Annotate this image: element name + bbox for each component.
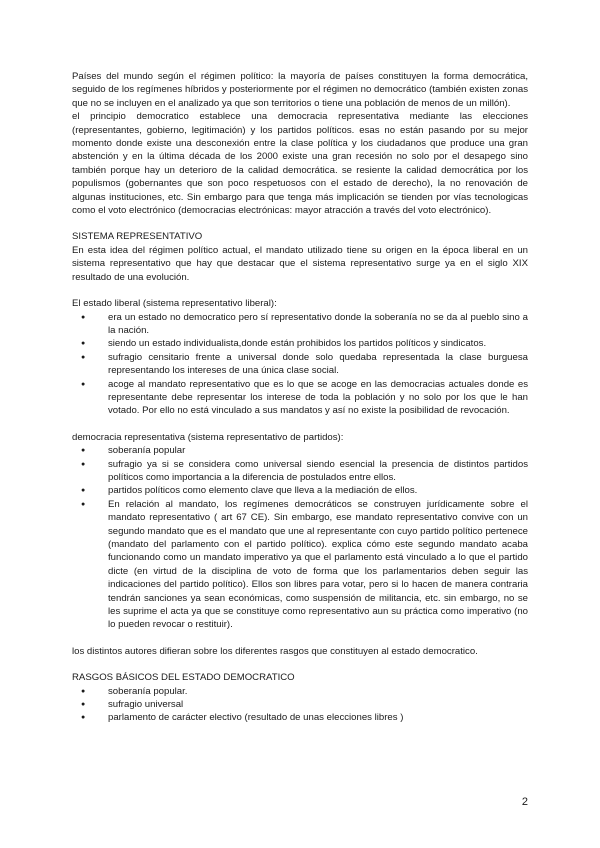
list-item: ● siendo un estado individualista,donde están prohibidos los partidos políticos y sindicatos.: [81, 337, 528, 350]
section-heading-sistema: SISTEMA REPRESENTATIVO: [72, 231, 203, 243]
rasgos-list: [72, 685, 528, 725]
list-item: ● partidos políticos como elemento clave que lleva a la mediación de ellos.: [81, 484, 528, 497]
page-number: 2: [521, 796, 528, 808]
list-item: ● acoge al mandato representativo que es lo que se acoge en las democracias actuales donde es representante debe representar los interese de toda la población y no solo por los que le han votado. Por ello no está vinculado a sus mandatos y así no existe la posibilidad de revocación.: [81, 378, 528, 418]
list-item: ● sufragio ya si se considera como universal siendo esencial la presencia de distintos partidos políticos como importancia a la diferencia de postulados entre ellos.: [81, 458, 528, 485]
sistema-paragraph: En esta idea del régimen político actual, el mandato utilizado tiene su origen en la época liberal en un sistema representativo que hay que destacar que el sistema representativo surge ya en el siglo XIX resultado de una evolución.: [72, 244, 528, 283]
intro-paragraph-2: el principio democratico establece una democracia representativa mediante las elecciones (representantes, gobierno, legitimación) y los partidos políticos. esas no están pasando por su mejor momento donde existe una desconexión entre la clase política y los ciudadanos que produce una gran abstención y en la última década de los 2000 existe una gran recesión no solo por el desapego sino también porque hay un deterioro de la calidad democrática. se resiente la calidad democrática por los populismos (gobernantes que son poco respetuosos con el estado de derecho), la no renovación de algunas instituciones, etc. Sin embargo para que tenga más implicación se tienden por vías tecnologicas como el voto electrónico (democracias electrónicas: mayor atracción a través del voto electrónico).: [72, 111, 528, 217]
list-item: ● sufragio universal: [81, 698, 528, 711]
section-heading-rasgos: RASGOS BÁSICOS DEL ESTADO DEMOCRATICO: [72, 672, 295, 684]
list-item: ● soberanía popular: [81, 444, 528, 457]
document-body: [72, 70, 528, 725]
list-item: ● parlamento de carácter electivo (resultado de unas elecciones libres ): [81, 711, 528, 724]
section-heading-democracia: democracia representativa (sistema representativo de partidos):: [72, 431, 344, 443]
list-item: ● sufragio censitario frente a universal donde solo quedaba representada la clase burguesa representando los intereses de una única clase social.: [81, 351, 528, 378]
liberal-list: [72, 311, 528, 418]
democracia-list: [72, 444, 528, 632]
section-heading-liberal: El estado liberal (sistema representativo liberal):: [72, 298, 277, 310]
intro-paragraph-1: Países del mundo según el régimen político: la mayoría de países constituyen la forma democrática, seguido de los regímenes híbridos y posteriormente por el régimen no democrático (también existen zonas que no se incluyen en el analizado ya que son territorios o tiene una población de menos de un millón).: [72, 71, 528, 109]
list-item: ● soberanía popular.: [81, 685, 528, 698]
autores-paragraph: los distintos autores difieran sobre los diferentes rasgos que constituyen al estado democratico.: [72, 645, 478, 657]
list-item: ● En relación al mandato, los regímenes democráticos se construyen jurídicamente sobre el mandato representativo ( art 67 CE). Sin embargo, ese mandato representativo convive con un segundo mandato que es el mandato que une al representante con cuyo partido político pertenece (mandato del parlamento con el partido político). explica cómo este segundo mandato acaba funcionando como un mandato imperativo ya que el parlamento está vinculado a lo que el partido dicte (en virtud de la disciplina de voto de forma que los parlamentarios deben seguir las indicaciones del partido político). Ellos son libres para votar, pero si lo hacen de manera contraria tendrán sanciones ya sean económicas, como suspensión de militancia, etc. sin embargo, no se les suprime el acta ya que se constituye como representativo aun su práctica como imperativo (no lo pueden revocar o restituir).: [81, 498, 528, 632]
list-item: ● era un estado no democratico pero sí representativo donde la soberanía no se da al pueblo sino a la nación.: [81, 311, 528, 338]
